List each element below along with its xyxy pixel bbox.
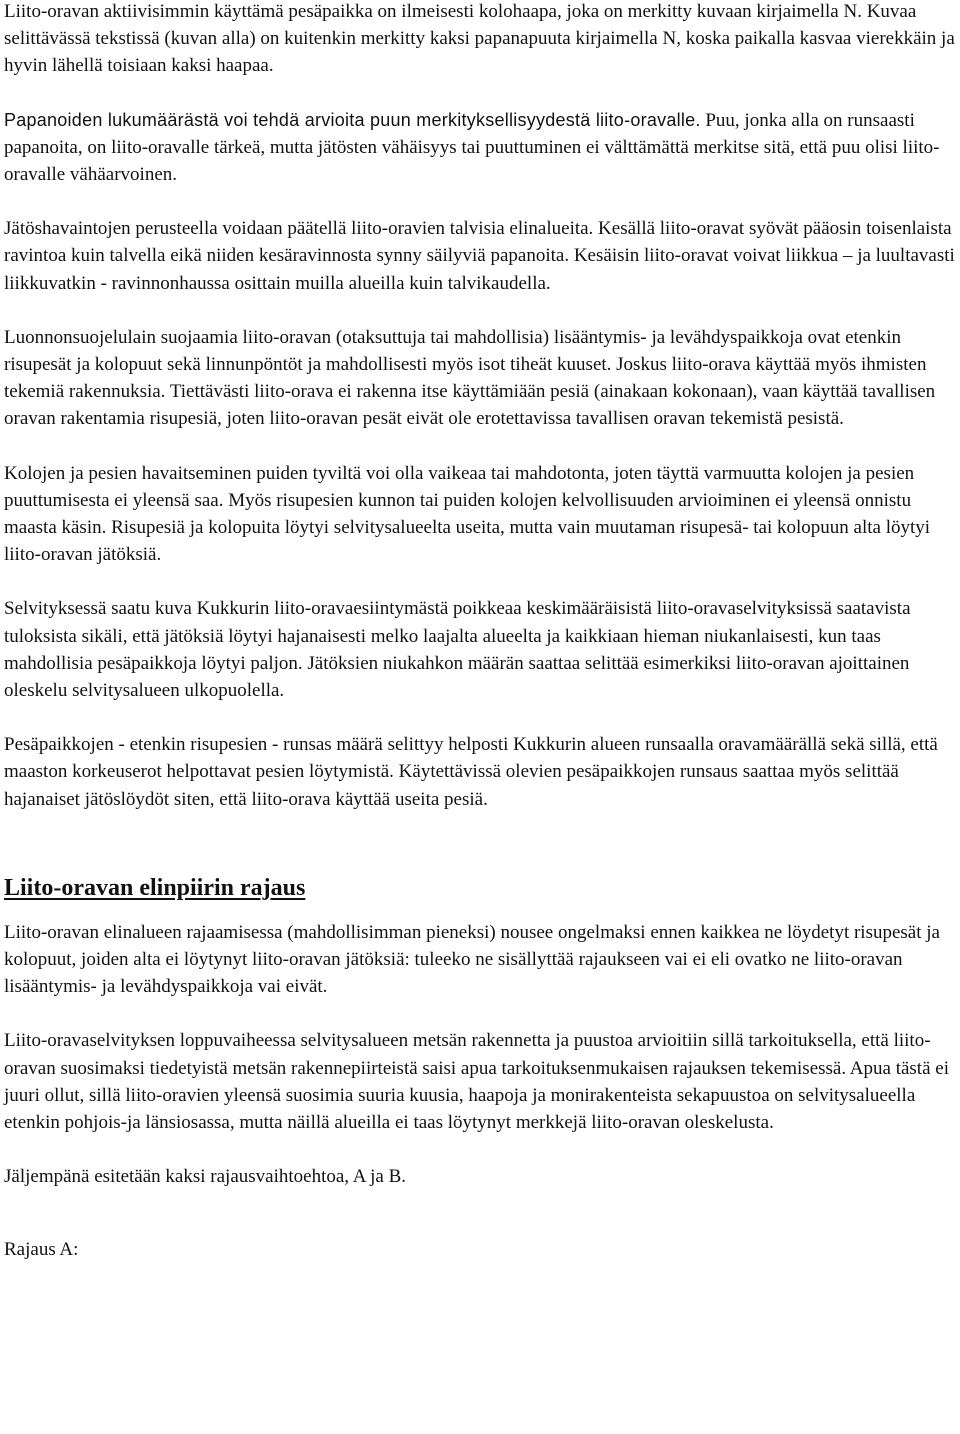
paragraph-survey-result: Selvityksessä saatu kuva Kukkurin liito-oravaesiintymästä poikkeaa keskimääräisistä liito-oravaselvityksissä saatavista tuloksista sikäli, että jätöksiä löytyi hajanaisesti melko laajalta alueelta ja kaikkiaan hieman niukanlaisesti, kun taas mahdollisia pesäpaikkoja löytyi paljon. Jätöksien niukahkon määrän saattaa selittää esimerkiksi liito-oravan ajoittainen oleskelu selvitysalueen ulkopuolella. xyxy=(4,598,911,702)
paragraph-nest-site: Liito-oravan aktiivisimmin käyttämä pesäpaikka on ilmeisesti kolohaapa, joka on merkitty kuvaan kirjaimella N. Kuvaa selittävässä tekstissä (kuvan alla) on kuitenkin merkitty kaksi papanapuuta kirjaimella N, koska paikalla kasvaa vierekkäin ja hyvin lähellä toisiaan kaksi haapaa. xyxy=(4,1,955,77)
paragraph-droppings-count xyxy=(4,107,956,189)
paragraph-cavity-detection: Kolojen ja pesien havaitseminen puiden tyviltä voi olla vaikeaa tai mahdotonta, joten täyttä varmuutta kolojen ja pesien puuttumisesta ei yleensä saa. Myös risupesien kunnon tai puiden kolojen kelvollisuuden arvioiminen ei yleensä onnistu maasta käsin. Risupesiä ja kolopuita löytyi selvitysalueelta useita, mutta vain muutaman risupesä- tai kolopuun alta löytyi liito-oravan jätöksiä. xyxy=(4,462,931,566)
paragraph-winter-areas: Jätöshavaintojen perusteella voidaan päätellä liito-oravien talvisia elinalueita. Kesällä liito-oravat syövät pääosin toisenlaista ravintoa kuin talvella eikä niiden kesäravinnosta synny säilyviä papanoita. Kesäisin liito-oravat voivat liikkua – ja luultavasti liikkuvatkin - ravinnonhaussa osittain muilla alueilla kuin talvikaudella. xyxy=(4,218,955,294)
paragraph-habitat-delimitation: Liito-oravan elinalueen rajaamisessa (mahdollisimman pieneksi) nousee ongelmaksi ennen kaikkea ne löydetyt risupesät ja kolopuut, joiden alta ei löytynyt liito-oravan jätöksiä: tuleeko ne sisällyttää rajaukseen vai ei eli ovatko ne liito-oravan lisääntymis- ja levähdyspaikkoja vai eivät. xyxy=(4,921,940,998)
paragraph-droppings-lead: Papanoiden lukumäärästä voi tehdä arvioita puun merkityksellisyydestä liito-oravalle. xyxy=(4,109,701,130)
paragraph-droppings-rest: Puu, jonka alla on runsaasti papanoita, on liito-oravalle tärkeä, mutta jätösten vähäisyys tai puuttuminen ei välttämättä merkitse sitä, että puu olisi liito-oravalle vähäarvoinen. xyxy=(4,109,940,186)
section-heading xyxy=(4,871,956,905)
paragraph-protected-sites: Luonnonsuojelulain suojaamia liito-oravan (otaksuttuja tai mahdollisia) lisääntymis- ja levähdyspaikkoja ovat etenkin risupesät ja kolopuut sekä linnunpöntöt ja mahdollisesti myös isot tiheät kuuset. Joskus liito-orava käyttää myös ihmisten tekemiä rakennuksia. Tiettävästi liito-orava ei rakenna itse käyttämiään pesiä (ainakaan kokonaan), vaan käyttää tavallisen oravan rakentamia risupesiä, joten liito-oravan pesät eivät ole erotettavissa tavallisen oravan tekemistä pesistä. xyxy=(4,326,936,430)
paragraph-alternatives: Jäljempänä esitetään kaksi rajausvaihtoehtoa, A ja B. xyxy=(4,1166,407,1188)
paragraph-forest-structure: Liito-oravaselvityksen loppuvaiheessa selvitysalueen metsän rakennetta ja puustoa arvioitiin sillä tarkoituksella, että liito-oravan suosimaksi tiedetyistä metsän rakennepiirteistä saisi apua tarkoituksenmukaisen rajauksen tekemisessä. Apua tästä ei juuri ollut, sillä liito-oravien yleensä suosimia suuria kuusia, haapoja ja monirakenteista sekapuustoa on selvitysalueella etenkin pohjois-ja länsiosassa, mutta näillä alueilla ei taas löytynyt merkkejä liito-oravan oleskelusta. xyxy=(4,1030,949,1134)
label-option-a: Rajaus A: xyxy=(4,1238,79,1260)
section-heading-text: Liito-oravan elinpiirin rajaus xyxy=(4,874,306,901)
paragraph-nest-abundance: Pesäpaikkojen - etenkin risupesien - runsas määrä selittyy helposti Kukkurin alueen runsaalla oravamäärällä sekä sillä, että maaston korkeuserot helpottavat pesien löytymistä. Käytettävissä olevien pesäpaikkojen runsaus saattaa myös selittää hajanaiset jätöslöydöt siten, että liito-orava käyttää useita pesiä. xyxy=(4,734,938,810)
